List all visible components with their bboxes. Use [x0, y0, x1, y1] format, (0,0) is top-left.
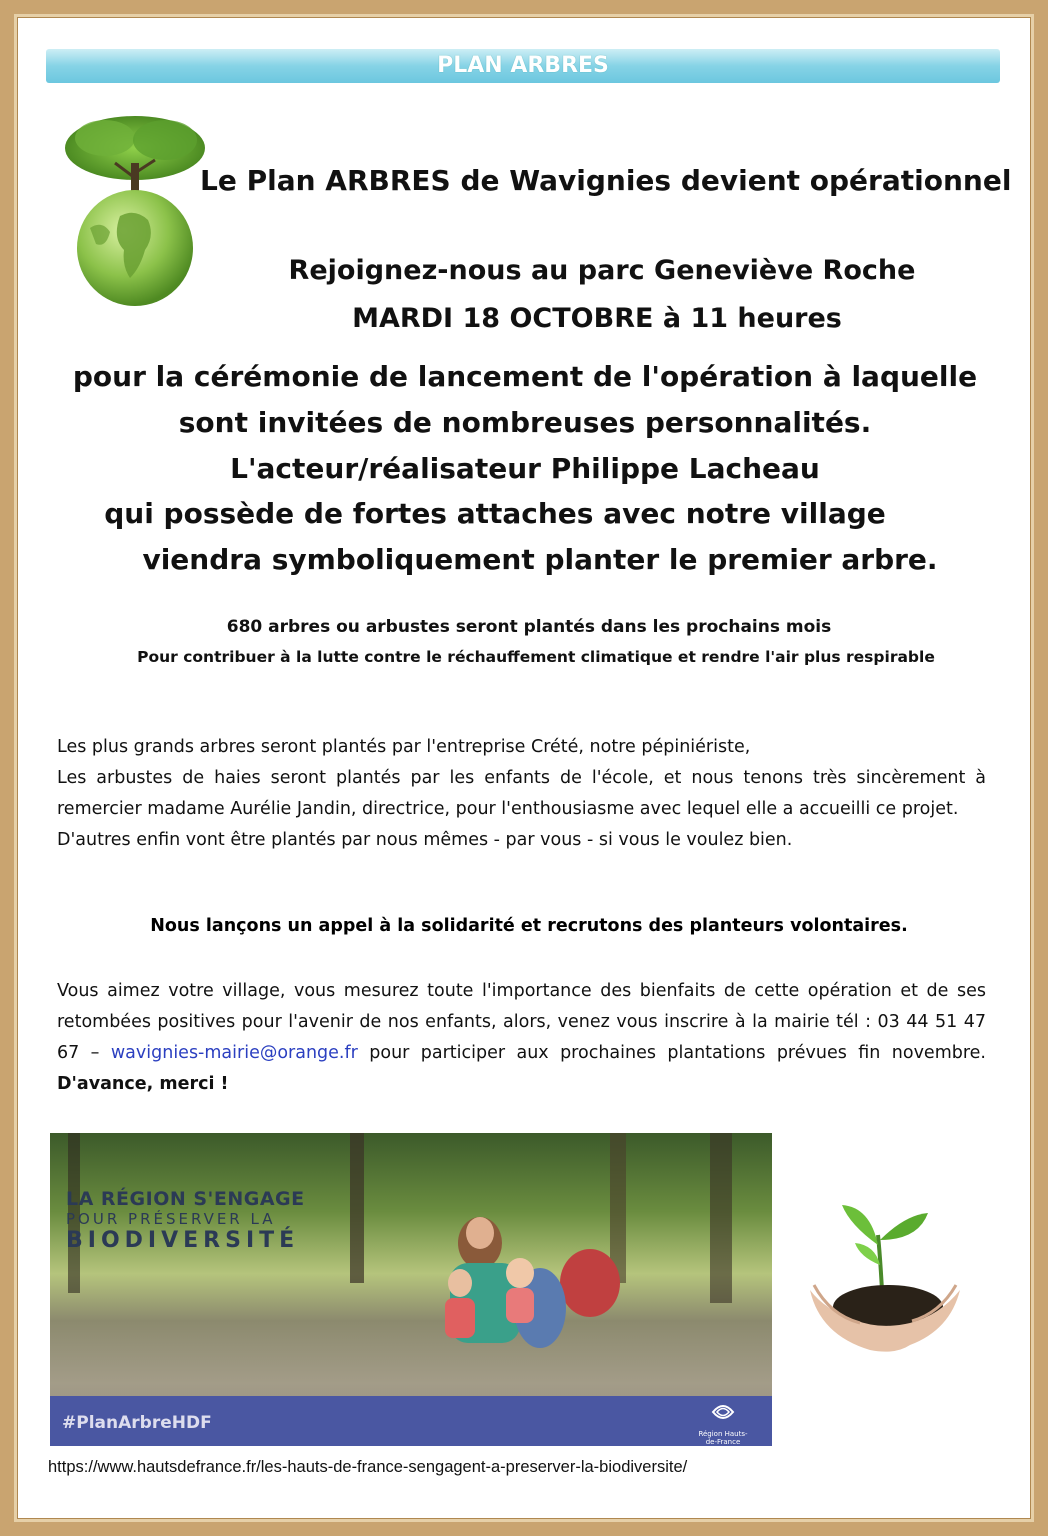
slogan-line-1: LA RÉGION S'ENGAGE	[66, 1188, 305, 1210]
ceremony-line-3: L'acteur/réalisateur Philippe Lacheau	[230, 452, 820, 485]
region-logo-text: Région Hauts-de-France	[698, 1430, 748, 1446]
seedling-hands-icon	[800, 1195, 970, 1370]
facts-line-1: 680 arbres ou arbustes seront plantés dans les prochains mois	[226, 617, 832, 637]
header-banner: PLAN ARBRES	[46, 49, 1000, 83]
ceremony-line-1: pour la cérémonie de lancement de l'opération à laquelle	[72, 360, 978, 393]
signup-text-after: pour participer aux prochaines plantations prévues fin novembre.	[357, 1043, 986, 1063]
paragraph-planting-line-3: D'autres enfin vont être plantés par nous mêmes - par vous - si vous le voulez bien.	[57, 830, 793, 850]
invite-datetime: MARDI 18 OCTOBRE à 11 heures	[352, 303, 842, 334]
ceremony-line-5: viendra symboliquement planter le premier arbre.	[142, 543, 938, 576]
page-title: Le Plan ARBRES de Wavignies devient opérationnel	[200, 164, 1012, 197]
slogan-line-2: POUR PRÉSERVER LA	[66, 1210, 276, 1228]
region-logo	[693, 1398, 753, 1446]
region-logo-icon	[708, 1398, 738, 1428]
email-link[interactable]: wavignies-mairie@orange.fr	[110, 1043, 358, 1063]
ceremony-line-2: sont invitées de nombreuses personnalités.	[178, 406, 872, 439]
signup-text: Vous aimez votre village, vous mesurez toute l'importance des bienfaits de cette opération et de ses retombées positives pour l'avenir de nos enfants, alors, venez vous inscrire à la mairie tél : 03 44 51 47 67 –	[57, 981, 986, 1063]
paragraph-signup	[57, 976, 986, 1100]
thanks-text: D'avance, merci !	[57, 1074, 229, 1094]
facts-line-2: Pour contribuer à la lutte contre le réchauffement climatique et rendre l'air plus respirable	[137, 648, 935, 666]
slogan-line-3: BIODIVERSITÉ	[66, 1228, 300, 1253]
campaign-hashtag: #PlanArbreHDF	[62, 1413, 212, 1433]
paragraph-planting	[57, 732, 986, 856]
source-url[interactable]: https://www.hautsdefrance.fr/les-hauts-de-france-sengagent-a-preserver-la-biodiversite/	[48, 1458, 688, 1476]
ceremony-line-4: qui possède de fortes attaches avec notre village	[104, 497, 886, 530]
volunteer-appeal: Nous lançons un appel à la solidarité et recrutons des planteurs volontaires.	[150, 916, 908, 936]
paragraph-planting-line-1: Les plus grands arbres seront plantés par l'entreprise Crété, notre pépiniériste,	[57, 737, 751, 757]
campaign-slogan	[66, 1188, 305, 1253]
invite-location: Rejoignez-nous au parc Geneviève Roche	[288, 255, 916, 286]
paragraph-planting-line-2: Les arbustes de haies seront plantés par les enfants de l'école, et nous tenons très sincèrement à remercier madame Aurélie Jandin, directrice, pour l'enthousiasme avec lequel elle a accueilli ce projet.	[57, 768, 986, 819]
